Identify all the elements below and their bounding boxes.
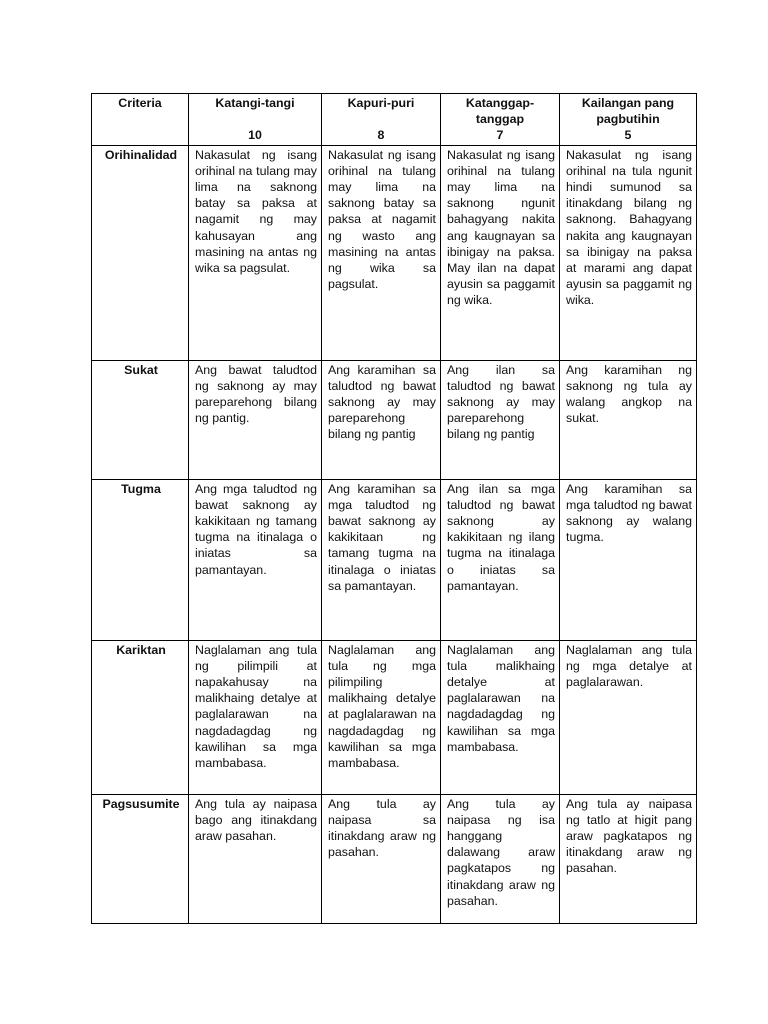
criterion-cell: Ang karamihan ng saknong ng tula ay walang angkop na sukat. [560,360,697,479]
header-level-points: 8 [377,128,385,143]
header-level-points: 10 [248,128,262,143]
header-level-1 [189,94,322,146]
criterion-cell: Ang tula ay naipasa sa itinakdang araw ng pasahan. [322,794,441,923]
criterion-cell: Ang ilan sa taludtod ng bawat saknong ay may pareparehong bilang ng pantig [441,360,560,479]
criterion-cell: Nakasulat ng isang orihinal na tulang may lima na saknong ngunit bahagyang nakita ang kaugnayan sa ibinigay na paksa. May ilan na dapat ayusin sa paggamit ng wika. [441,145,560,360]
criterion-cell: Naglalaman ang tula ng mga detalye at paglalarawan. [560,640,697,794]
table-row [92,360,697,479]
criterion-cell: Nakasulat ng isang orihinal na tulang may lima na saknong batay sa paksa at nagamit ng may kahusayan ang masining na antas ng wika sa pagsulat. [189,145,322,360]
criterion-cell: Ang karamihan sa taludtod ng bawat saknong ay may pareparehong bilang ng pantig [322,360,441,479]
header-level-label: Kapuri-puri [347,96,415,110]
header-level-label: Katangi-tangi [215,96,295,110]
criterion-cell: Naglalaman ang tula ng pilimpili at napakahusay na malikhaing detalye at paglalarawan na nagdadagdag ng kawilihan sa mga mambabasa. [189,640,322,794]
criterion-name: Kariktan [92,640,189,794]
header-row [92,94,697,146]
header-criteria: Criteria [92,94,189,146]
criterion-name: Sukat [92,360,189,479]
criterion-cell: Ang karamihan sa mga taludtod ng bawat saknong ay kakikitaan ng tamang tugma na itinalaga o iniatas sa pamantayan. [322,479,441,640]
table-row [92,479,697,640]
criterion-cell: Nakasulat ng isang orihinal na tulang may lima na saknong batay sa paksa at nagamit ng wasto ang masining na antas ng wika sa pagsulat. [322,145,441,360]
header-level-4 [560,94,697,146]
criterion-name: Pagsusumite [92,794,189,923]
criterion-cell: Ang tula ay naipasa ng isa hanggang dalawang araw pagkatapos ng itinakdang araw ng pasahan. [441,794,560,923]
header-level-label: Katanggap-tanggap [465,96,535,127]
criterion-cell: Ang bawat taludtod ng saknong ay may pareparehong bilang ng pantig. [189,360,322,479]
criterion-cell: Ang mga taludtod ng bawat saknong ay kakikitaan ng tamang tugma na itinalaga o iniatas sa pamantayan. [189,479,322,640]
header-level-points: 5 [624,128,632,143]
table-row [92,794,697,923]
criterion-cell: Nakasulat ng isang orihinal na tula ngunit hindi sumunod sa itinakdang bilang ng saknong. Bahagyang nakita ang kaugnayan sa ibinigay na paksa at marami ang dapat ayusin sa paggamit ng wika. [560,145,697,360]
criterion-name: Tugma [92,479,189,640]
header-level-3 [441,94,560,146]
header-level-points: 7 [496,128,504,143]
criterion-cell: Ang tula ay naipasa bago ang itinakdang araw pasahan. [189,794,322,923]
rubric-table [91,93,697,924]
criterion-cell: Ang ilan sa mga taludtod ng bawat saknong ay kakikitaan ng ilang tugma na itinalaga o iniatas sa pamantayan. [441,479,560,640]
criterion-name: Orihinalidad [92,145,189,360]
table-row [92,145,697,360]
criterion-cell: Naglalaman ang tula ng mga pilimpiling malikhaing detalye at paglalarawan na nagdadagdag ng kawilihan sa mga mambabasa. [322,640,441,794]
header-level-label: Kailangan pang pagbutihin [581,96,675,127]
criterion-cell: Ang tula ay naipasa ng tatlo at higit pang araw pagkatapos ng itinakdang araw ng pasahan. [560,794,697,923]
criterion-cell: Ang karamihan sa mga taludtod ng bawat saknong ay walang tugma. [560,479,697,640]
header-level-2 [322,94,441,146]
table-row [92,640,697,794]
criterion-cell: Naglalaman ang tula malikhaing detalye at paglalarawan na nagdadagdag ng kawilihan sa mga mambabasa. [441,640,560,794]
